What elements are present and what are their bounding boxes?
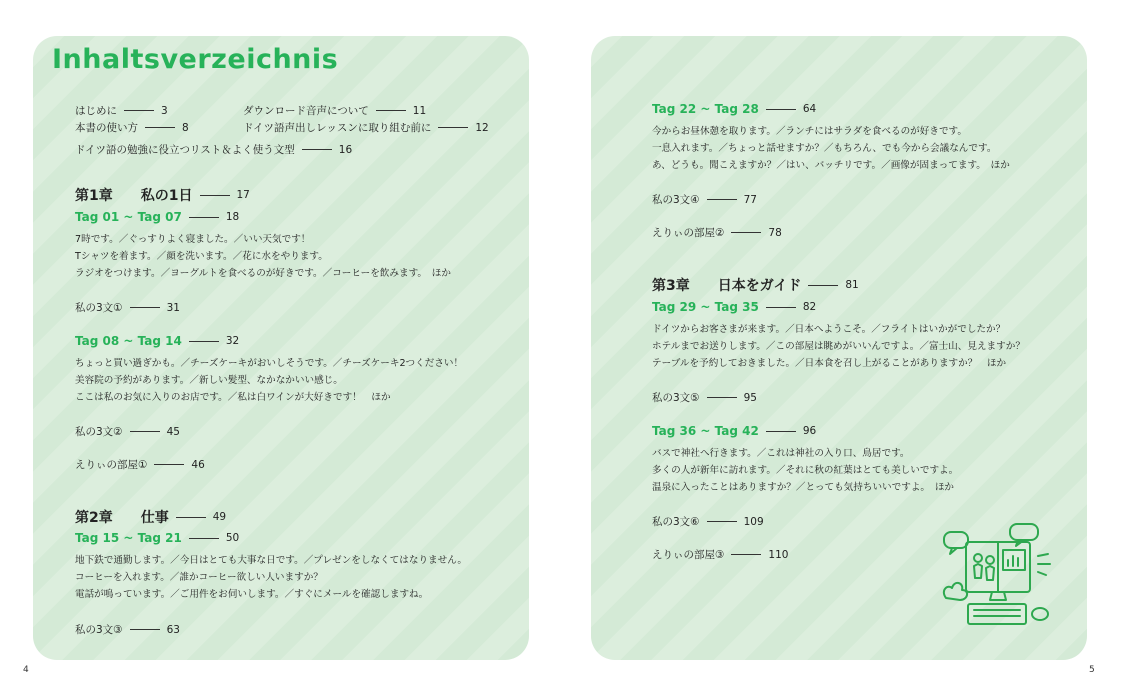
entry-label: ドイツ語声出しレッスンに取り組む前に [243,122,432,134]
chapter-page: 49 [212,511,227,523]
toc-entry[interactable] [75,300,180,315]
tag-page: 96 [802,425,817,437]
chapter-title: 私の1日 [140,188,193,204]
toc-entry[interactable] [75,142,352,157]
entry-label: 私の3文⑥ [652,516,700,528]
speech-bubble-icon [1010,524,1038,540]
sentence-line: Tシャツを着ます。／顔を洗います。／花に水をやります。 [75,251,328,262]
entry-label: 私の3文③ [75,624,123,636]
entry-page: 16 [338,143,353,156]
leader-line [302,149,332,150]
leader-line [176,517,206,518]
page-number-left: 4 [23,665,29,675]
entry-page: 109 [743,515,764,528]
entry-label: はじめに [75,105,117,117]
leader-line [145,127,175,128]
leader-line [707,199,737,200]
sentence-line: ホテルまでお送りします。／この部屋は眺めがいいんですよ。／富士山、見えますか？ [652,341,1025,352]
chapter-page: 81 [845,279,859,291]
sentence-line: 今からお昼休憩を取ります。／ランチにはサラダを食べるのが好きです。 [652,126,967,137]
sample-sentences [652,445,958,496]
chapter-number: 第2章 [75,510,113,526]
tag-label: Tag 15 ~ Tag 21 [75,531,182,545]
toc-entry[interactable] [652,225,782,240]
leader-line [731,232,761,233]
entry-page: 77 [743,193,757,206]
tag-range-heading[interactable] [75,531,239,545]
chapter-1-heading[interactable] [75,185,250,205]
chapter-2-heading[interactable] [75,507,226,527]
sentence-line: ラジオをつけます。／ヨーグルトを食べるのが好きです。／コーヒーを飲みます。 ほか [75,268,451,279]
entry-page: 45 [166,425,180,438]
toc-entry[interactable] [243,103,426,118]
tag-range-heading[interactable] [652,102,816,116]
leader-line [130,307,160,308]
sentence-line: 美容院の予約があります。／新しい髪型、なかなかいい感じ。 [75,375,343,386]
sample-sentences [75,231,451,282]
leader-line [707,521,737,522]
tag-label: Tag 08 ~ Tag 14 [75,334,182,348]
leader-line [766,307,796,308]
toc-entry[interactable] [652,514,764,529]
toc-entry[interactable] [75,622,180,637]
tag-label: Tag 29 ~ Tag 35 [652,300,759,314]
entry-label: えりぃの部屋① [75,459,148,471]
toc-entry[interactable] [652,390,757,405]
entry-label: 私の3文① [75,302,123,314]
speech-bubble-icon [944,532,968,548]
entry-label: 私の3文④ [652,194,700,206]
sample-sentences [652,321,1025,372]
entry-page: 110 [768,548,789,561]
leader-line [154,464,184,465]
entry-page: 78 [768,226,782,239]
tag-label: Tag 36 ~ Tag 42 [652,424,759,438]
sentence-line: バスで神社へ行きます。／これは神社の入り口、鳥居です。 [652,448,910,459]
sentence-line: テーブルを予約しておきました。／日本食を召し上がることがありますか？ ほか [652,358,1007,369]
plant-icon [944,583,967,600]
leader-line [189,538,219,539]
leader-line [766,109,796,110]
toc-entry[interactable] [243,120,489,135]
tag-range-heading[interactable] [652,300,816,314]
sentence-line: 一息入れます。／ちょっと話せますか？／もちろん、でも今から会議なんです。 [652,143,997,154]
sentence-line: コーヒーを入れます。／誰かコーヒー欲しい人いますか？ [75,572,323,583]
sample-sentences [652,123,1010,174]
sample-sentences [75,552,467,603]
leader-line [189,217,219,218]
tag-page: 64 [802,103,817,115]
leader-line [438,127,468,128]
leader-line [124,110,154,111]
toc-entry[interactable] [75,457,205,472]
sentence-line: 多くの人が新年に訪れます。／それに秋の紅葉はとても美しいですよ。 [652,465,959,476]
chapter-number: 第1章 [75,188,113,204]
tag-label: Tag 22 ~ Tag 28 [652,102,759,116]
leader-line [731,554,761,555]
sentence-line: ここは私のお気に入りのお店です。／私は白ワインが大好きです！ ほか [75,392,391,403]
chapter-3-heading[interactable] [652,275,859,295]
toc-entry[interactable] [75,424,180,439]
tag-range-heading[interactable] [75,334,239,348]
entry-label: えりぃの部屋③ [652,549,725,561]
entry-page: 63 [166,623,180,636]
entry-label: 私の3文② [75,426,123,438]
entry-page: 11 [412,104,427,117]
chapter-title: 日本をガイド [717,278,802,294]
leader-line [130,629,160,630]
entry-page: 46 [191,458,205,471]
tag-page: 18 [225,211,240,223]
leader-line [808,285,838,286]
entry-label: えりぃの部屋② [652,227,725,239]
sentence-line: 地下鉄で通勤します。／今日はとても大事な日です。／プレゼンをしなくてはなりません。 [75,555,467,566]
chapter-title: 仕事 [140,510,169,526]
tag-page: 32 [225,335,240,347]
entry-page: 95 [743,391,757,404]
tag-range-heading[interactable] [75,210,239,224]
tag-label: Tag 01 ~ Tag 07 [75,210,182,224]
page-title: Inhaltsverzeichnis [52,44,339,75]
sentence-line: ドイツからお客さまが来ます。／日本へようこそ。／フライトはいかがでしたか？ [652,324,1006,335]
page-number-right: 5 [1089,665,1095,675]
sentence-line: 7時です。／ぐっすりよく寝ました。／いい天気です！ [75,234,311,245]
sentence-line: 電話が鳴っています。／ご用件をお伺いします。／すぐにメールを確認しますね。 [75,589,429,600]
entry-label: 本書の使い方 [75,122,138,134]
leader-line [766,431,796,432]
keyboard-icon [968,604,1026,624]
sentence-line: 温泉に入ったことはありますか？／とっても気持ちいいですよ。 ほか [652,482,955,493]
toc-entry[interactable] [75,120,189,135]
sample-sentences [75,355,463,406]
entry-label: 私の3文⑤ [652,392,700,404]
tag-page: 50 [225,532,240,544]
entry-page: 8 [182,121,189,134]
entry-page: 31 [166,301,180,314]
toc-entry[interactable] [652,192,757,207]
leader-line [189,341,219,342]
computer-video-call-illustration [940,520,1055,632]
entry-label: ドイツ語の勉強に役立つリスト＆よく使う文型 [75,144,295,156]
toc-entry[interactable] [652,547,788,562]
chapter-number: 第3章 [652,278,690,294]
mouse-icon [1032,608,1048,620]
leader-line [376,110,406,111]
toc-entry[interactable] [75,103,168,118]
leader-line [130,431,160,432]
chapter-page: 17 [236,189,250,201]
sentence-line: ちょっと買い過ぎかも。／チーズケーキがおいしそうです。／チーズケーキ2つください！ [75,358,464,369]
sentence-line: あ、どうも。聞こえますか？／はい、バッチリです。／画像が固まってます。 ほか [652,160,1010,171]
entry-page: 3 [161,104,168,117]
entry-label: ダウンロード音声について [243,105,369,117]
tag-range-heading[interactable] [652,424,816,438]
leader-line [707,397,737,398]
entry-page: 12 [475,121,489,134]
leader-line [200,195,230,196]
tag-page: 82 [802,301,817,313]
